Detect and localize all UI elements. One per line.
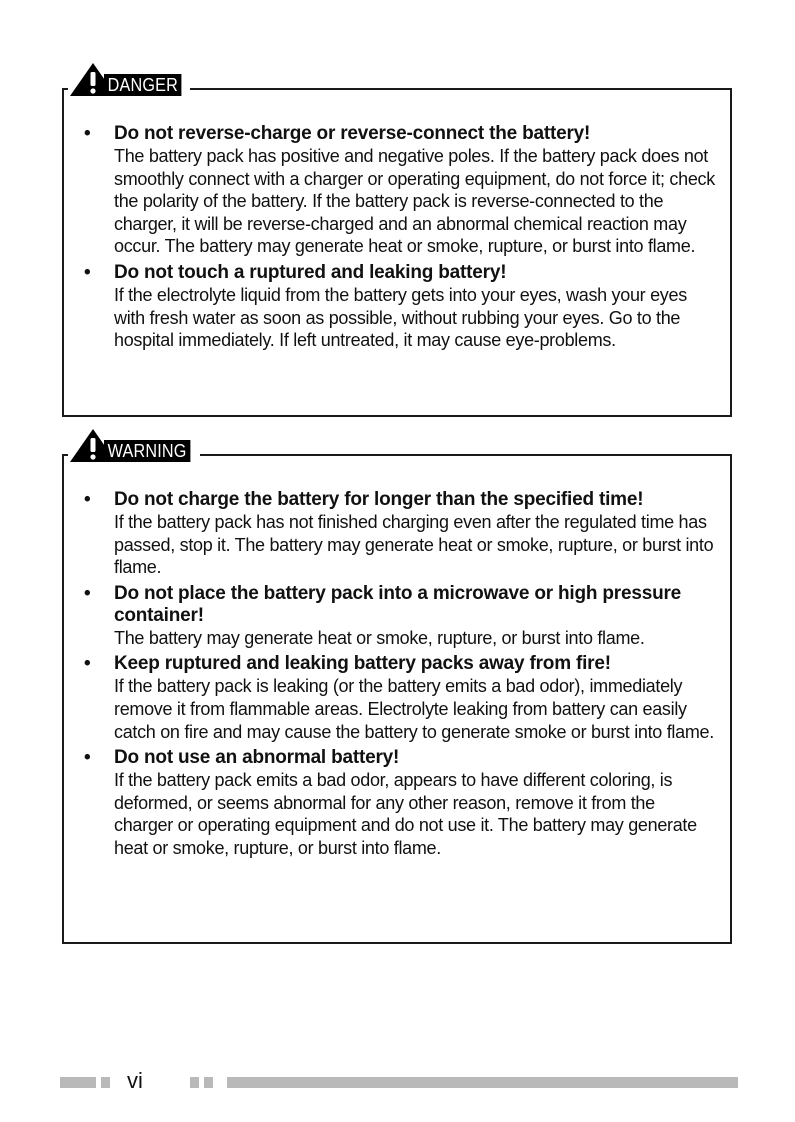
danger-item-title: Do not reverse-charge or reverse-connect the battery! (114, 123, 591, 144)
warning-item (74, 583, 716, 650)
bullet: • (84, 123, 91, 144)
footer-decor-bar (60, 1077, 96, 1088)
footer-decor-bar (190, 1077, 199, 1088)
warning-item-title: Do not charge the battery for longer than the specified time! (114, 489, 644, 510)
footer-decor-bar (204, 1077, 213, 1088)
danger-item-body: The battery pack has positive and negative poles. If the battery pack does not smoothly connect with a charger or operating equipment, do not force it; check the polarity of the battery. If the battery pack is reverse-connected to the charger, it will be reverse-charged and an abnormal chemical reaction may occur. The battery may generate heat or smoke, rupture, or burst into flame. (114, 146, 715, 257)
warning-label: WARNING (104, 440, 190, 462)
danger-label: DANGER (104, 74, 182, 96)
warning-item-title: Do not use an abnormal battery! (114, 747, 400, 769)
danger-item (74, 123, 716, 258)
danger-item-body: If the electrolyte liquid from the battery gets into your eyes, wash your eyes with fresh water as soon as possible, without rubbing your eyes. Go to the hospital immediately. If left untreated, it may cause eye-problems. (114, 284, 687, 351)
warning-item (74, 653, 716, 743)
warning-item-body: If the battery pack has not finished charging even after the regulated time has passed, stop it. The battery may generate heat or smoke, rupture, or burst into flame. (114, 512, 714, 578)
warning-item-body: The battery may generate heat or smoke, rupture, or burst into flame. (114, 627, 645, 648)
bullet: • (84, 747, 91, 769)
warning-item (74, 489, 716, 579)
warning-item-body: If the battery pack is leaking (or the battery emits a bad odor), immediately remove it from flammable areas. Electrolyte leaking from battery can easily catch on fire and may cause the battery to generate smoke or burst into flame. (114, 676, 714, 742)
warning-item (74, 747, 716, 859)
bullet: • (84, 582, 91, 604)
footer-rule-bar (227, 1077, 738, 1088)
danger-item (74, 262, 716, 352)
danger-item-title: Do not touch a ruptured and leaking battery! (114, 261, 507, 283)
warning-header (68, 427, 200, 463)
warning-list (74, 489, 716, 864)
footer-decor-bar (101, 1077, 110, 1088)
danger-list (74, 123, 716, 356)
page-number: vi (127, 1068, 143, 1093)
warning-item-title: Do not place the battery pack into a microwave or high pressure container! (114, 582, 682, 626)
warning-item-body: If the battery pack emits a bad odor, appears to have different coloring, is deformed, or seems abnormal for any other reason, remove it from the charger or operating equipment and do not use it. The battery may generate heat or smoke, rupture, or burst into flame. (114, 770, 697, 858)
danger-box (62, 88, 732, 417)
warning-item-title: Keep ruptured and leaking battery packs away from fire! (114, 653, 611, 675)
bullet: • (84, 489, 91, 510)
danger-header (68, 61, 190, 97)
bullet: • (84, 261, 91, 283)
warning-box (62, 454, 732, 944)
bullet: • (84, 653, 91, 675)
